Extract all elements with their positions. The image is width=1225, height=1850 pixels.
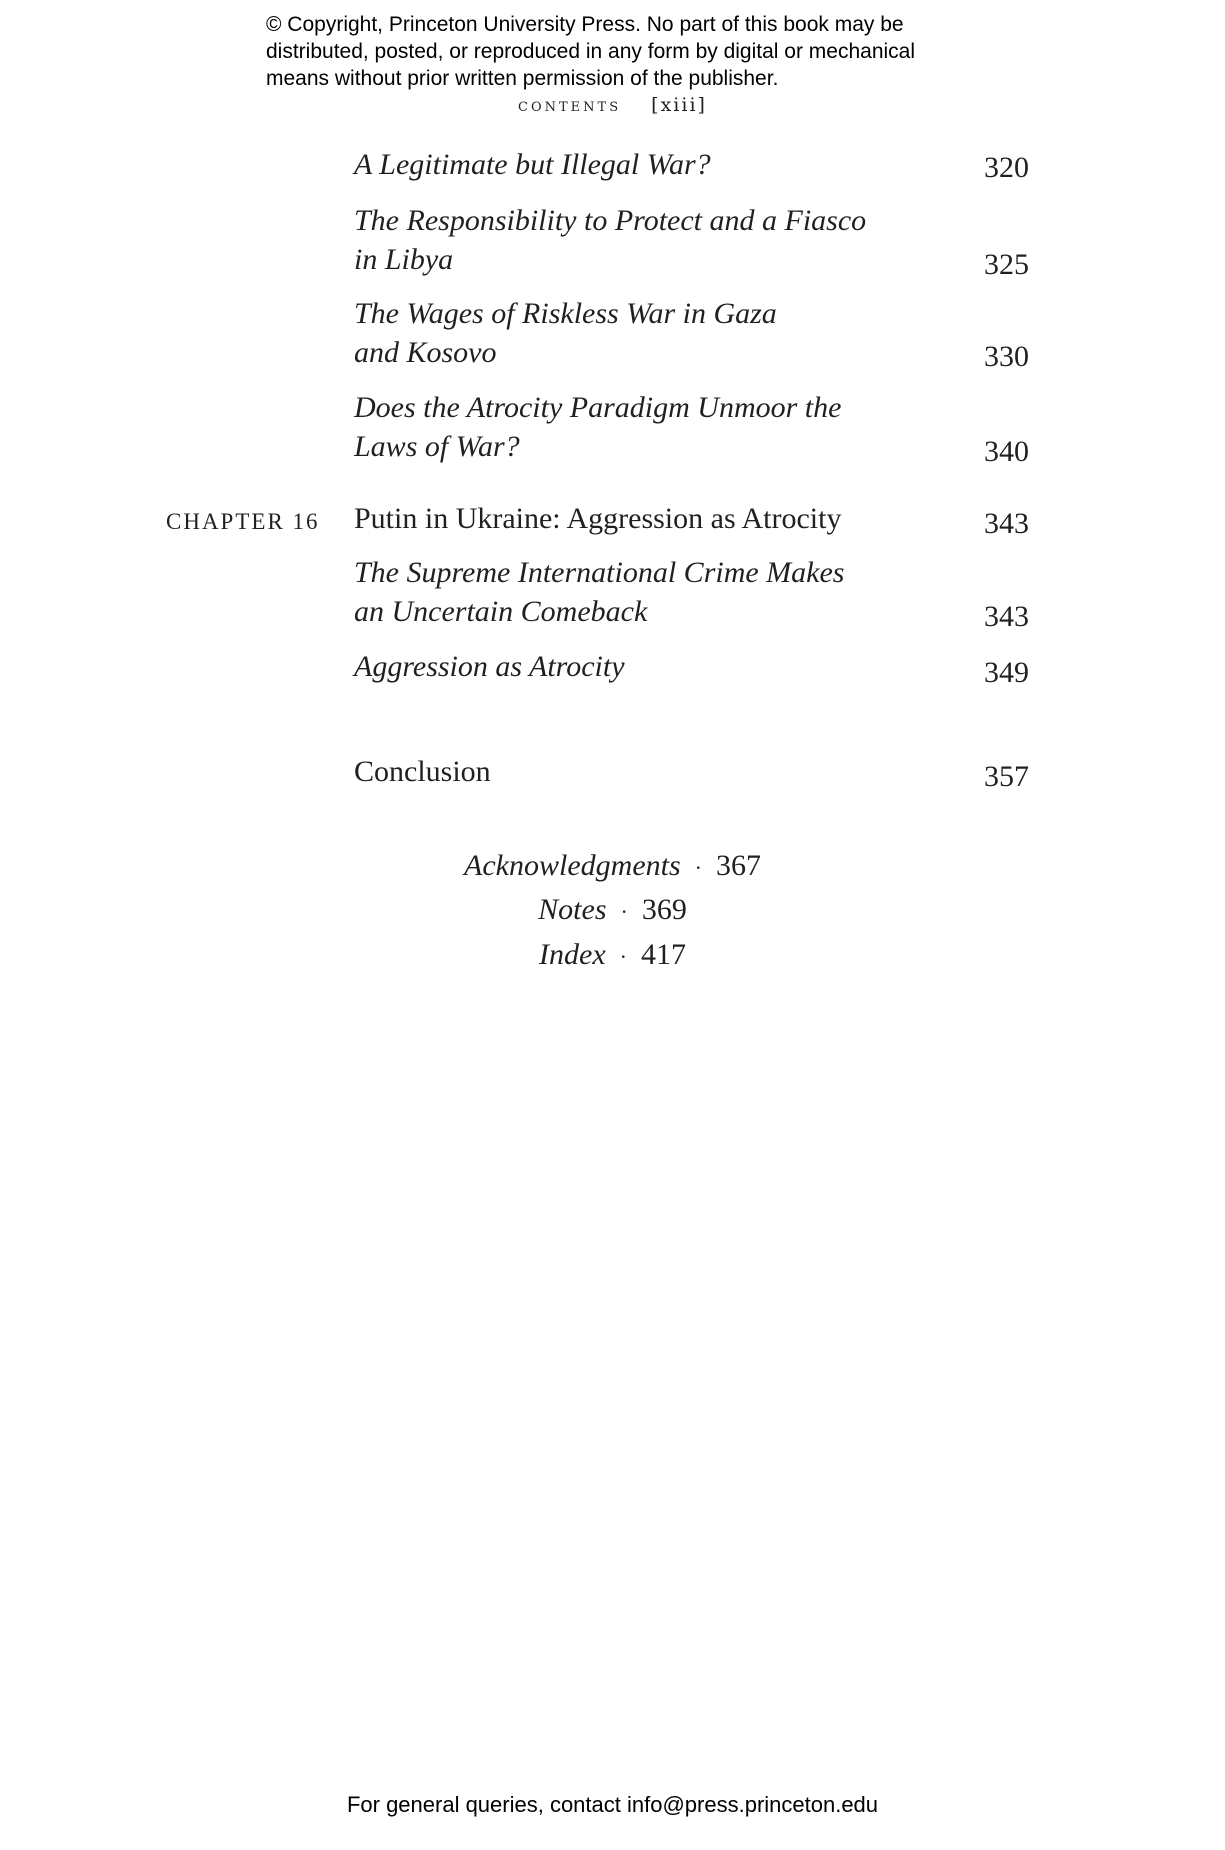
toc-section-title-cont: Laws of War? (354, 430, 520, 463)
back-matter-label: Notes (538, 893, 607, 926)
chapter-title: Putin in Ukraine: Aggression as Atrocity (354, 502, 842, 535)
toc-section-title: The Wages of Riskless War in Gaza (354, 297, 777, 330)
toc-page-number: 330 (984, 340, 1029, 373)
separator-dot: · (694, 855, 702, 881)
back-matter-label: Acknowledgments (464, 849, 681, 882)
copyright-line: means without prior written permission of the publisher. (266, 67, 779, 90)
running-head (0, 94, 1225, 116)
copyright-notice (266, 11, 986, 92)
conclusion-title: Conclusion (354, 755, 491, 788)
back-matter-page: 417 (640, 938, 686, 971)
back-matter-page: 369 (641, 893, 687, 926)
toc-section-entry (354, 145, 711, 184)
toc-page-number: 349 (984, 656, 1029, 689)
separator-dot: · (620, 899, 628, 925)
back-matter-entry (0, 935, 1225, 977)
toc-page-number: 343 (984, 507, 1029, 540)
copyright-line: distributed, posted, or reproduced in any form by digital or mechanical (266, 40, 916, 63)
toc-page-number: 320 (984, 151, 1029, 184)
back-matter-label: Index (539, 938, 606, 971)
running-head-page: [xiii] (651, 94, 707, 116)
toc-section-title: The Supreme International Crime Makes (354, 556, 845, 589)
toc-section-entry (354, 294, 777, 372)
chapter-label: CHAPTER 16 (166, 509, 320, 534)
footer-contact: For general queries, contact info@press.princeton.edu (346, 1792, 879, 1817)
toc-section-title: The Responsibility to Protect and a Fiasco (354, 204, 867, 237)
toc-section-title: A Legitimate but Illegal War? (354, 148, 711, 181)
copyright-line: © Copyright, Princeton University Press. No part of this book may be (266, 13, 904, 36)
running-head-title: contents (518, 94, 622, 116)
toc-section-title: Aggression as Atrocity (354, 650, 625, 683)
toc-section-title-cont: an Uncertain Comeback (354, 595, 648, 628)
back-matter-entry (0, 846, 1225, 888)
toc-page-number: 343 (984, 600, 1029, 633)
toc-section-title: Does the Atrocity Paradigm Unmoor the (354, 391, 842, 424)
toc-section-title-cont: and Kosovo (354, 336, 497, 369)
toc-section-entry (354, 201, 866, 279)
toc-section-entry (354, 647, 625, 686)
separator-dot: · (619, 944, 627, 970)
toc-section-title-cont: in Libya (354, 243, 454, 276)
back-matter-entry (0, 890, 1225, 932)
toc-section-entry (354, 553, 844, 631)
toc-page-number: 325 (984, 248, 1029, 281)
toc-page-number: 340 (984, 435, 1029, 468)
toc-section-entry (354, 388, 841, 466)
toc-page-number: 357 (984, 760, 1029, 793)
back-matter-page: 367 (715, 849, 761, 882)
